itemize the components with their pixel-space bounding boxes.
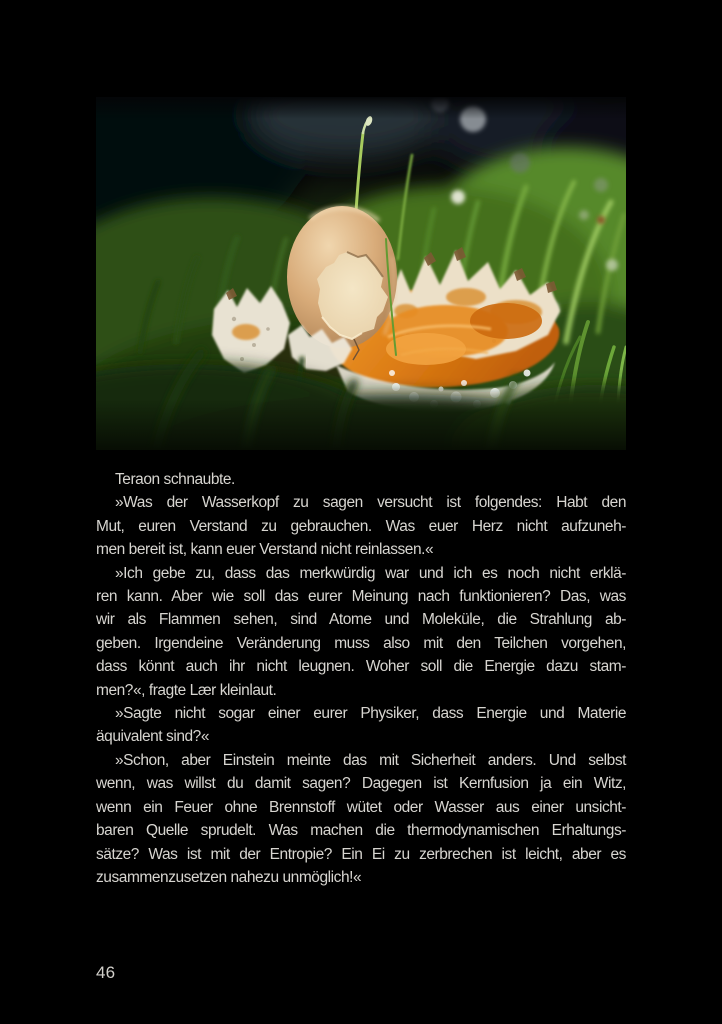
text-line: men?«, fragte Lær kleinlaut. [96,681,277,699]
paragraph [96,468,626,491]
paragraph [96,702,626,749]
paragraph [96,491,626,561]
text-line: »Was der Wasserkopf zu sagen versucht ist folgendes: Habt den [115,494,626,512]
text-line: sätze? Was ist mit der Entropie? Ein Ei zu zerbrechen ist leicht, aber es [96,845,626,863]
photo-bottom-fade [96,399,626,450]
text-line: »Sagte nicht sogar einer eurer Physiker, dass Energie und Materie [115,705,626,723]
page-number: 46 [96,963,116,982]
text-line: äquivalent sind?« [96,728,209,746]
text-line: »Ich gebe zu, dass das merkwürdig war und ich es noch nicht erklä- [115,564,626,582]
text-line: wir als Flammen sehen, sind Atome und Moleküle, die Strahlung ab- [96,611,626,629]
paragraph [96,562,626,702]
photo-figure [96,97,626,450]
text-line: men bereit ist, kann euer Verstand nicht reinlassen.« [96,541,434,559]
text-line: wenn, was willst du damit sagen? Dagegen ist Kernfusion ja ein Witz, [96,775,626,793]
egg-photo-illustration [96,97,626,450]
text-line: geben. Irgendeine Veränderung muss also mit den Teilchen vorgehen, [96,634,626,652]
photo-top-fade [96,97,626,119]
text-line: wenn ein Feuer ohne Brennstoff wütet oder Wasser aus einer unsicht- [96,798,626,816]
text-line: »Schon, aber Einstein meinte das mit Sicherheit anders. Und selbst [115,751,626,769]
text-line: zusammenzusetzen nahezu unmöglich!« [96,868,362,886]
text-line: Teraon schnaubte. [115,471,235,488]
text-line: baren Quelle sprudelt. Was machen die thermodynamischen Erhaltungs- [96,822,626,840]
text-line: dass könnt auch ihr nicht leugnen. Woher soll die Energie dazu stam- [96,658,626,676]
text-line: ren kann. Aber wie soll das eurer Meinung nach funktionieren? Das, was [96,588,626,606]
paragraph [96,749,626,889]
text-block [96,468,626,889]
text-line: Mut, euren Verstand zu gebrauchen. Was euer Herz nicht aufzuneh- [96,517,626,535]
